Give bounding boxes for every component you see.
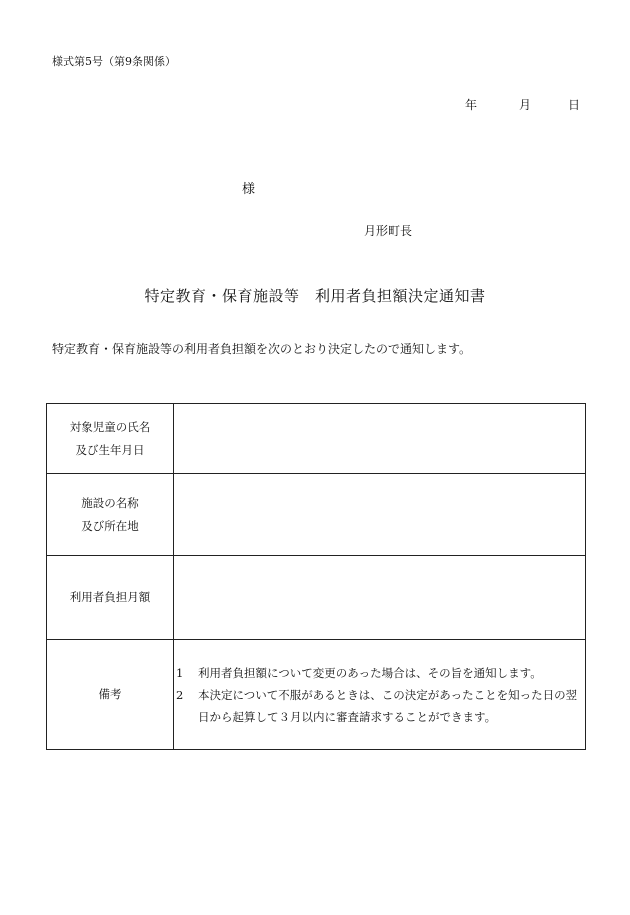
remark-number: 1 bbox=[176, 665, 184, 680]
date-line bbox=[0, 96, 630, 112]
table-row-facility bbox=[47, 474, 586, 556]
remark-text: 利用者負担額について変更のあった場合は、その旨を通知します。 bbox=[198, 665, 542, 680]
document-title: 特定教育・保育施設等 利用者負担額決定通知書 bbox=[144, 287, 486, 305]
label-monthly-fee bbox=[47, 556, 174, 640]
remark-item bbox=[174, 662, 585, 684]
remark-item bbox=[174, 684, 585, 728]
label-line: 備考 bbox=[98, 687, 122, 701]
value-facility-name-address bbox=[174, 474, 586, 556]
date-day-label: 日 bbox=[568, 98, 581, 112]
label-remarks bbox=[47, 640, 174, 750]
form-number: 様式第5号（第9条関係） bbox=[52, 55, 176, 68]
intro-text: 特定教育・保育施設等の利用者負担額を次のとおり決定したので通知します。 bbox=[52, 342, 472, 356]
remark-number: 2 bbox=[176, 687, 184, 702]
label-line: 及び生年月日 bbox=[75, 442, 145, 457]
recipient-honorific: 様 bbox=[242, 182, 256, 197]
label-line: 利用者負担月額 bbox=[69, 590, 151, 604]
table-row-remarks bbox=[47, 640, 586, 750]
label-line: 及び所在地 bbox=[81, 518, 139, 533]
label-line: 施設の名称 bbox=[81, 495, 139, 510]
label-line: 対象児童の氏名 bbox=[69, 419, 151, 434]
label-child-name-birthdate bbox=[47, 404, 174, 474]
value-child-name-birthdate bbox=[174, 404, 586, 474]
table-row-child bbox=[47, 404, 586, 474]
table-row-monthly-fee bbox=[47, 556, 586, 640]
remarks-notes bbox=[174, 640, 586, 750]
remark-text: 本決定について不服があるときは、この決定があったことを知った日の翌日から起算して３月以内に審査請求することができます。 bbox=[198, 687, 578, 724]
label-facility-name-address bbox=[47, 474, 174, 556]
date-month-label: 月 bbox=[519, 98, 532, 112]
decision-table bbox=[46, 403, 586, 750]
issuer-name: 月形町長 bbox=[364, 224, 413, 238]
value-monthly-fee bbox=[174, 556, 586, 640]
date-year-label: 年 bbox=[465, 98, 478, 112]
